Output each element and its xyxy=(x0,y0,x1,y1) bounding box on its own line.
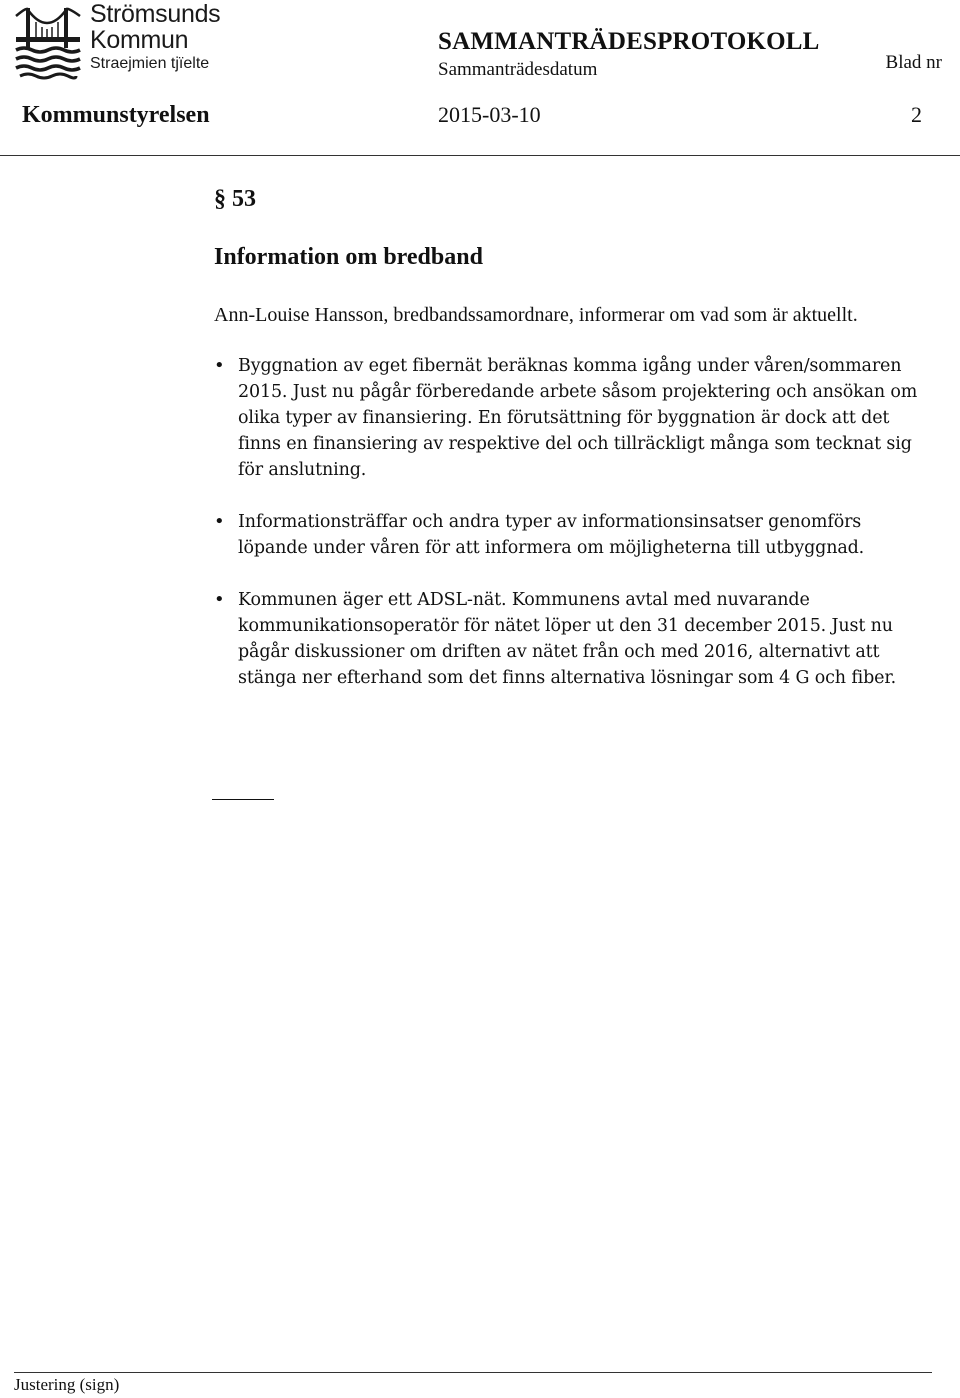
bridge-emblem-icon xyxy=(14,2,86,80)
footer-divider xyxy=(14,1372,932,1373)
meeting-date: 2015-03-10 xyxy=(438,102,541,127)
bullet-list xyxy=(214,353,924,717)
page-number: 2 xyxy=(911,102,922,127)
intro-paragraph: Ann-Louise Hansson, bredbandssamordnare, informerar om vad som är aktuellt. xyxy=(214,304,858,326)
header-divider xyxy=(0,155,960,156)
logo-text-line2: Kommun xyxy=(90,26,189,54)
municipality-logo xyxy=(14,2,224,82)
meeting-date-label: Sammanträdesdatum xyxy=(438,59,598,80)
signature-label: Justering (sign) xyxy=(14,1375,120,1394)
list-item: • Informationsträffar och andra typer av informationsinsatser genomförs löpande under våren för att informera om möjligheterna till utbyggnad. xyxy=(214,509,924,561)
logo-text-line1: Strömsunds xyxy=(90,0,221,28)
organization-name: Kommunstyrelsen xyxy=(22,102,210,128)
paragraph-number: § 53 xyxy=(214,186,256,212)
section-end-rule xyxy=(212,799,274,800)
logo-text-line3: Straejmien tjïelte xyxy=(90,55,210,72)
sheet-number-label: Blad nr xyxy=(885,52,942,73)
protocol-title: SAMMANTRÄDESPROTOKOLL xyxy=(438,28,820,55)
section-heading: Information om bredband xyxy=(214,244,483,270)
list-item: • Byggnation av eget fibernät beräknas komma igång under våren/sommaren 2015. Just nu pågår förberedande arbete såsom projektering och ansökan om olika typer av finansiering. En förutsättning för byggnation är dock att det finns en finansiering av respektive del och tillräckligt många som tecknat sig för anslutning. xyxy=(214,353,924,483)
list-item: • Kommunen äger ett ADSL-nät. Kommunens avtal med nuvarande kommunikationsoperatör för nätet löper ut den 31 december 2015. Just nu pågår diskussioner om driften av nätet från och med 2016, alternativt att stänga ner efterhand som det finns alternativa lösningar som 4 G och fiber. xyxy=(214,587,924,691)
